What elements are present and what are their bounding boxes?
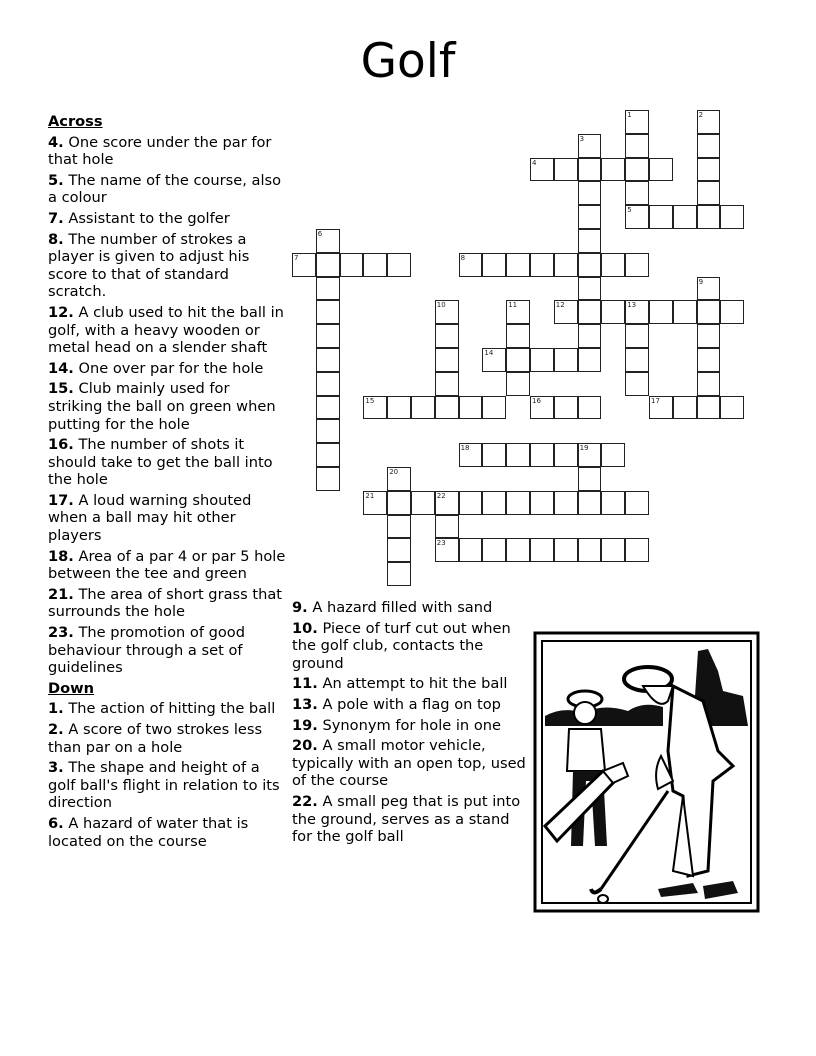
clue-text: The name of the course, also a colour [48, 171, 282, 207]
clue-text: Piece of turf cut out when the golf club, contacts the ground [292, 619, 511, 672]
grid-cell[interactable] [435, 491, 459, 515]
clues-column-middle [292, 599, 528, 849]
grid-cell[interactable] [459, 538, 483, 562]
clue-number: 7. [48, 209, 64, 227]
clue-down-11 [292, 675, 528, 693]
grid-cell[interactable] [316, 443, 340, 467]
grid-cell[interactable] [316, 277, 340, 301]
grid-cell[interactable] [530, 538, 554, 562]
grid-cell[interactable] [578, 324, 602, 348]
clue-down-2 [48, 721, 288, 756]
cell-number: 4 [532, 158, 537, 167]
clue-text: Area of a par 4 or par 5 hole between the tee and green [48, 547, 286, 583]
grid-cell[interactable] [625, 324, 649, 348]
grid-cell[interactable] [578, 181, 602, 205]
cell-number: 15 [365, 396, 375, 405]
grid-cell[interactable] [316, 324, 340, 348]
cell-number: 21 [365, 491, 375, 500]
clue-text: A score of two strokes less than par on a hole [48, 721, 263, 756]
grid-cell[interactable] [649, 300, 673, 324]
clue-number: 13. [292, 695, 318, 713]
clue-number: 9. [292, 599, 308, 616]
grid-cell[interactable] [625, 372, 649, 396]
grid-cell[interactable] [387, 562, 411, 586]
grid-cell[interactable] [578, 229, 602, 253]
grid-cell[interactable] [316, 467, 340, 491]
cell-number: 1 [627, 111, 632, 119]
grid-cell[interactable] [697, 324, 721, 348]
grid-cell[interactable] [578, 396, 602, 420]
grid-cell[interactable] [697, 134, 721, 158]
grid-cell[interactable] [459, 396, 483, 420]
grid-cell[interactable] [625, 134, 649, 158]
clue-number: 21. [48, 585, 74, 603]
grid-cell[interactable] [387, 467, 411, 491]
grid-cell[interactable] [435, 372, 459, 396]
cell-number: 19 [579, 444, 589, 453]
golfer-illustration [533, 631, 760, 913]
cell-number: 22 [436, 491, 446, 500]
grid-cell[interactable] [578, 491, 602, 515]
cell-number: 2 [698, 111, 704, 119]
clue-down-13 [292, 696, 528, 714]
grid-cell[interactable] [530, 348, 554, 372]
grid-cell[interactable] [601, 300, 625, 324]
cell-number: 3 [579, 134, 585, 143]
grid-cell[interactable] [578, 158, 602, 182]
clue-number: 16. [48, 436, 74, 454]
grid-cell[interactable] [506, 300, 530, 324]
grid-cell[interactable] [554, 491, 578, 515]
clue-across-5 [48, 172, 288, 207]
grid-cell[interactable] [530, 158, 554, 182]
grid-cell[interactable] [292, 253, 316, 277]
clue-number: 4. [48, 133, 64, 151]
clue-across-16 [48, 436, 288, 489]
grid-cell[interactable] [578, 300, 602, 324]
grid-cell[interactable] [530, 253, 554, 277]
clue-across-14 [48, 360, 288, 378]
grid-cell[interactable] [387, 515, 411, 539]
clue-number: 1. [48, 700, 64, 718]
grid-cell[interactable] [697, 205, 721, 229]
clue-number: 11. [292, 675, 318, 693]
grid-cell[interactable] [387, 253, 411, 277]
cell-number: 13 [627, 301, 637, 310]
clue-down-6 [48, 815, 288, 850]
clue-down-22 [292, 793, 528, 846]
cell-number: 17 [651, 396, 660, 405]
clue-across-17 [48, 492, 288, 545]
grid-cell[interactable] [601, 158, 625, 182]
grid-cell[interactable] [578, 253, 602, 277]
cell-number: 20 [389, 468, 399, 476]
grid-cell[interactable] [530, 491, 554, 515]
grid-cell[interactable] [435, 538, 459, 562]
grid-cell[interactable] [482, 348, 506, 372]
clue-text: Club mainly used for striking the ball on green when putting for the hole [48, 380, 276, 433]
clue-number: 3. [48, 759, 64, 777]
grid-cell[interactable] [625, 491, 649, 515]
clue-down-1 [48, 700, 288, 718]
grid-cell[interactable] [720, 396, 744, 420]
grid-cell[interactable] [601, 491, 625, 515]
grid-cell[interactable] [554, 158, 578, 182]
clue-number: 15. [48, 380, 74, 398]
clue-text: A club used to hit the ball in golf, with a heavy wooden or metal head on a slender shaft [48, 303, 284, 357]
clue-down-9 [292, 599, 528, 617]
grid-cell[interactable] [435, 515, 459, 539]
grid-cell[interactable] [649, 396, 673, 420]
grid-cell[interactable] [387, 538, 411, 562]
grid-cell[interactable] [435, 396, 459, 420]
clue-across-8 [48, 231, 288, 301]
cell-number: 23 [436, 539, 446, 548]
grid-cell[interactable] [340, 253, 364, 277]
grid-cell[interactable] [673, 205, 697, 229]
grid-cell[interactable] [578, 134, 602, 158]
grid-cell[interactable] [554, 538, 578, 562]
grid-cell[interactable] [601, 443, 625, 467]
grid-cell[interactable] [649, 158, 673, 182]
clue-number: 20. [292, 737, 318, 755]
clue-text: The area of short grass that surrounds the hole [48, 585, 283, 621]
grid-cell[interactable] [720, 300, 744, 324]
grid-cell[interactable] [673, 396, 697, 420]
grid-cell[interactable] [506, 348, 530, 372]
grid-cell[interactable] [316, 253, 340, 277]
clue-text: A small motor vehicle, typically with an open top, used of the course [292, 737, 526, 790]
grid-cell[interactable] [459, 491, 483, 515]
grid-cell[interactable] [459, 253, 483, 277]
grid-cell[interactable] [363, 253, 387, 277]
clue-text: The action of hitting the ball [68, 700, 276, 718]
down-clue-list [48, 700, 288, 850]
clue-text: A pole with a flag on top [322, 695, 501, 713]
grid-cell[interactable] [697, 181, 721, 205]
grid-cell[interactable] [387, 491, 411, 515]
clue-number: 2. [48, 721, 64, 738]
clue-down-10 [292, 620, 528, 673]
grid-cell[interactable] [625, 348, 649, 372]
clue-number: 6. [48, 814, 64, 832]
cell-number: 16 [532, 396, 541, 405]
crossword-grid [292, 110, 752, 590]
down-heading: Down [48, 679, 95, 697]
clue-number: 18. [48, 547, 74, 565]
clue-text: Assistant to the golfer [68, 209, 230, 227]
grid-cell[interactable] [316, 229, 340, 253]
grid-cell[interactable] [435, 300, 459, 324]
grid-cell[interactable] [625, 253, 649, 277]
grid-cell[interactable] [697, 158, 721, 182]
cell-number: 14 [484, 349, 494, 357]
grid-cell[interactable] [697, 277, 721, 301]
grid-cell[interactable] [530, 443, 554, 467]
grid-cell[interactable] [506, 538, 530, 562]
grid-cell[interactable] [530, 396, 554, 420]
clue-down-19 [292, 717, 528, 735]
cell-number: 12 [555, 301, 565, 310]
grid-cell[interactable] [316, 396, 340, 420]
clue-text: The promotion of good behaviour through a set of guidelines [48, 624, 245, 677]
cell-number: 6 [317, 230, 323, 238]
grid-cell[interactable] [720, 205, 744, 229]
grid-cell[interactable] [625, 110, 649, 134]
grid-cell[interactable] [578, 348, 602, 372]
clue-text: A loud warning shouted when a ball may hit other players [48, 491, 252, 545]
grid-cell[interactable] [459, 443, 483, 467]
grid-cell[interactable] [601, 538, 625, 562]
grid-cell[interactable] [578, 277, 602, 301]
grid-cell[interactable] [601, 253, 625, 277]
across-heading: Across [48, 113, 103, 130]
grid-cell[interactable] [625, 205, 649, 229]
clue-number: 14. [48, 359, 74, 377]
clue-across-15 [48, 380, 288, 433]
clue-number: 12. [48, 303, 74, 321]
grid-cell[interactable] [435, 324, 459, 348]
clue-across-4 [48, 134, 288, 169]
grid-cell[interactable] [697, 348, 721, 372]
grid-cell[interactable] [673, 300, 697, 324]
clue-number: 17. [48, 491, 74, 509]
grid-cell[interactable] [554, 253, 578, 277]
clue-text: A small peg that is put into the ground, serves as a stand for the golf ball [292, 792, 521, 846]
clue-number: 19. [292, 716, 318, 734]
clues-column-left [48, 113, 288, 853]
grid-cell[interactable] [697, 110, 721, 134]
cell-number: 10 [436, 301, 446, 310]
grid-cell[interactable] [554, 443, 578, 467]
grid-cell[interactable] [554, 300, 578, 324]
clue-across-21 [48, 586, 288, 621]
grid-cell[interactable] [625, 158, 649, 182]
page-title: Golf [360, 34, 456, 89]
grid-cell[interactable] [316, 300, 340, 324]
across-clue-list [48, 134, 288, 677]
grid-cell[interactable] [697, 396, 721, 420]
clue-number: 23. [48, 624, 74, 642]
grid-cell[interactable] [506, 443, 530, 467]
cell-number: 5 [627, 206, 632, 215]
grid-cell[interactable] [482, 491, 506, 515]
golfer-image-icon [533, 631, 760, 913]
clue-number: 22. [292, 792, 318, 810]
grid-cell[interactable] [578, 443, 602, 467]
grid-cell[interactable] [316, 348, 340, 372]
clue-text: One score under the par for that hole [48, 133, 272, 169]
cell-number: 11 [508, 301, 518, 310]
clue-number: 10. [292, 619, 318, 637]
clue-across-23 [48, 624, 288, 677]
grid-cell[interactable] [411, 491, 435, 515]
grid-cell[interactable] [506, 491, 530, 515]
grid-cell[interactable] [506, 324, 530, 348]
grid-cell[interactable] [697, 372, 721, 396]
grid-cell[interactable] [625, 181, 649, 205]
clue-across-7 [48, 210, 288, 228]
grid-cell[interactable] [316, 419, 340, 443]
clue-number: 8. [48, 230, 64, 248]
grid-cell[interactable] [411, 396, 435, 420]
clue-down-20 [292, 737, 528, 790]
grid-cell[interactable] [554, 396, 578, 420]
grid-cell[interactable] [578, 467, 602, 491]
cell-number: 8 [460, 253, 466, 262]
clue-text: A hazard of water that is located on the course [48, 814, 249, 850]
grid-cell[interactable] [482, 396, 506, 420]
clue-number: 5. [48, 171, 64, 189]
cell-number: 7 [294, 253, 299, 262]
grid-cell[interactable] [506, 372, 530, 396]
grid-cell[interactable] [506, 253, 530, 277]
grid-cell[interactable] [554, 348, 578, 372]
cell-number: 18 [460, 444, 470, 453]
grid-cell[interactable] [435, 348, 459, 372]
grid-cell[interactable] [316, 372, 340, 396]
clue-across-12 [48, 304, 288, 357]
clue-text: The shape and height of a golf ball's flight in relation to its direction [48, 759, 280, 812]
clue-text: One over par for the hole [78, 359, 264, 377]
grid-cell[interactable] [482, 443, 506, 467]
grid-cell[interactable] [363, 491, 387, 515]
clue-text: A hazard filled with sand [312, 599, 493, 616]
clue-text: The number of shots it should take to get the ball into the hole [48, 436, 273, 489]
clue-text: An attempt to hit the ball [322, 675, 508, 693]
clue-text: Synonym for hole in one [322, 716, 501, 734]
cell-number: 9 [698, 277, 704, 286]
grid-cell[interactable] [649, 205, 673, 229]
grid-cell[interactable] [697, 300, 721, 324]
grid-cell[interactable] [578, 205, 602, 229]
clue-across-18 [48, 548, 288, 583]
grid-cell[interactable] [482, 253, 506, 277]
grid-cell[interactable] [363, 396, 387, 420]
grid-cell[interactable] [387, 396, 411, 420]
clue-down-3 [48, 759, 288, 812]
grid-cell[interactable] [625, 538, 649, 562]
grid-cell[interactable] [482, 538, 506, 562]
grid-cell[interactable] [625, 300, 649, 324]
clue-text: The number of strokes a player is given to adjust his score to that of standard scratch. [48, 230, 250, 301]
grid-cell[interactable] [578, 538, 602, 562]
